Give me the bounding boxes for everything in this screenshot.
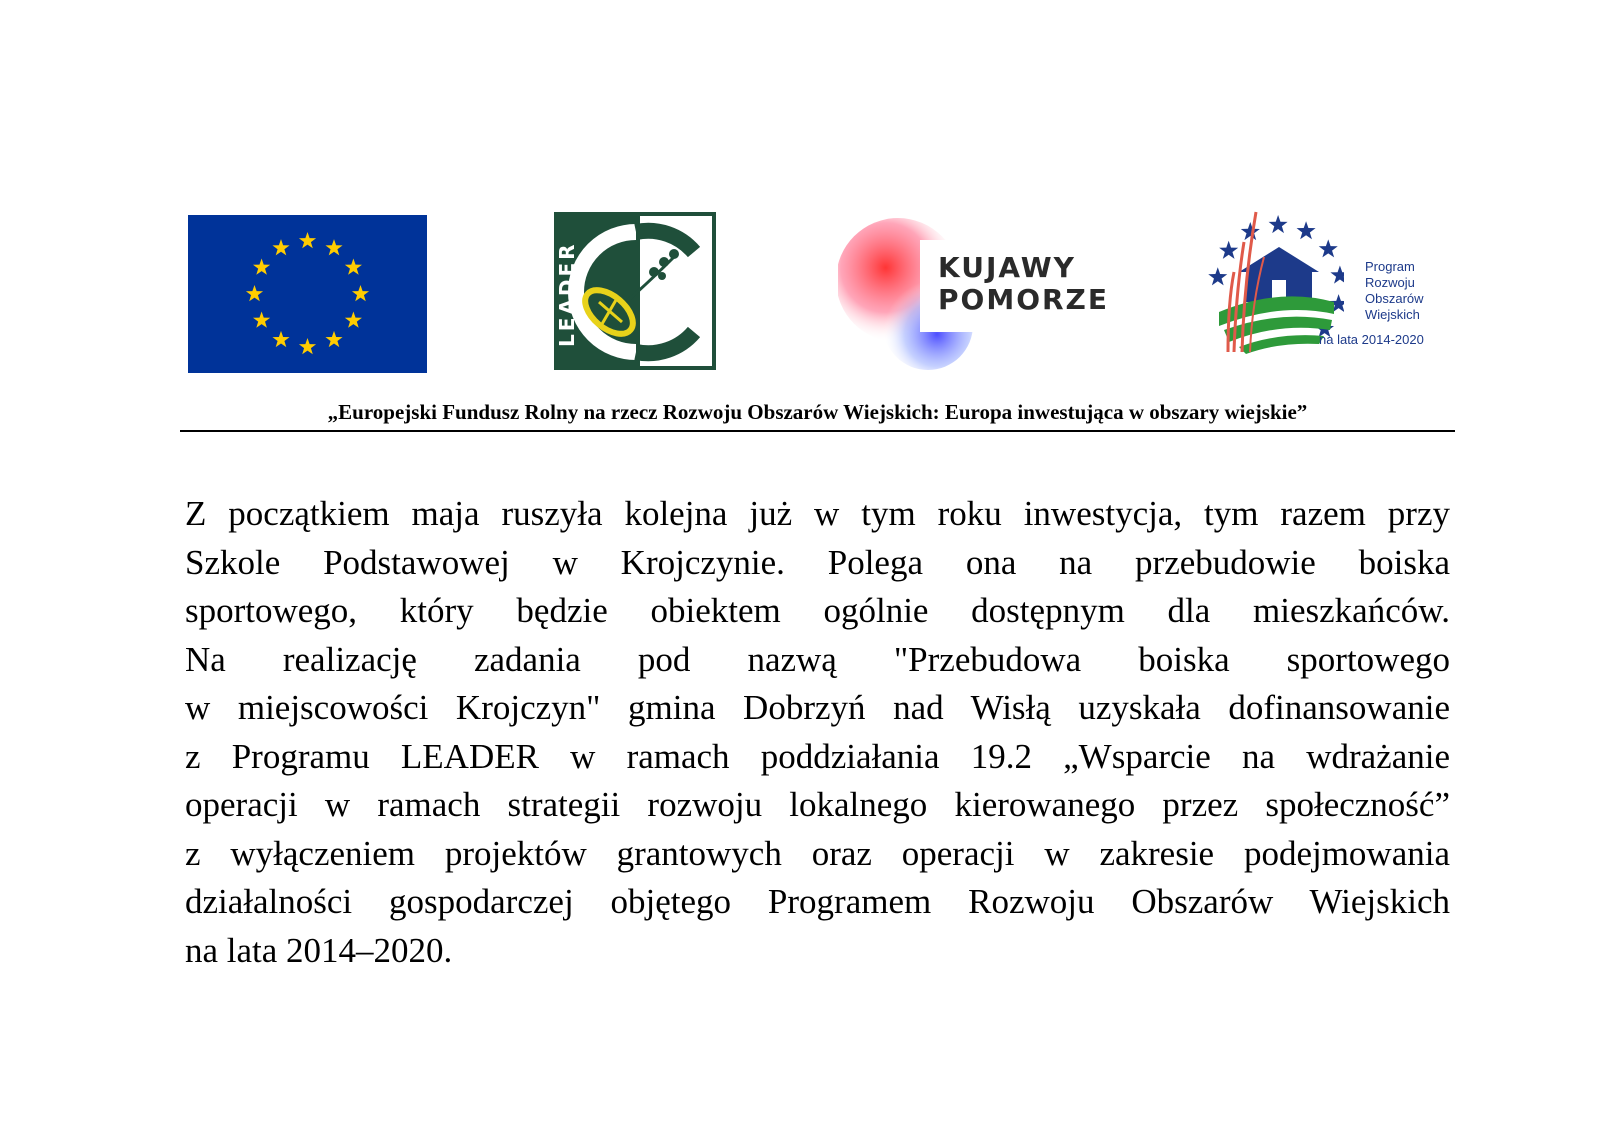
prow-years: na lata 2014-2020 xyxy=(1319,332,1424,347)
prow-star-icon xyxy=(1219,241,1238,259)
body-line: z Programu LEADER w ramach poddziałania 19.2 „Wsparcie na wdrażanie xyxy=(185,736,1450,776)
leader-label: LEADER xyxy=(555,241,579,347)
body-line: na lata 2014–2020. xyxy=(185,930,453,970)
prow-line-rozwoju: Rozwoju xyxy=(1365,275,1415,290)
prow-star-icon xyxy=(1319,239,1338,257)
body-line: Z początkiem maja ruszyła kolejna już w tym roku inwestycja, tym razem przy xyxy=(185,494,1450,533)
divider-rule xyxy=(180,430,1455,432)
motto-heading: „Europejski Fundusz Rolny na rzecz Rozwoju Obszarów Wiejskich: Europa inwestująca w obszary wiejskie” xyxy=(327,400,1308,424)
prow-star-icon xyxy=(1208,267,1227,285)
kujawy-pomorze-logo xyxy=(838,210,1109,370)
body-line: działalności gospodarczej objętego Programem Rozwoju Obszarów Wiejskich xyxy=(185,882,1450,921)
eu-flag-logo xyxy=(188,215,427,373)
prow-star-icon xyxy=(1297,221,1316,239)
prow-line-wiejskich: Wiejskich xyxy=(1365,307,1420,322)
prow-star-icon xyxy=(1330,266,1344,284)
prow-star-icon xyxy=(1241,222,1260,240)
leader-logo xyxy=(554,212,716,370)
logo-row xyxy=(0,200,1621,370)
leader-icon xyxy=(554,212,716,370)
body-line: operacji w ramach strategii rozwoju lokalnego kierowanego przez społeczność” xyxy=(185,785,1450,824)
body-line: sportowego, który będzie obiektem ogólnie dostępnym dla mieszkańców. xyxy=(185,591,1450,630)
body-line: w miejscowości Krojczyn" gmina Dobrzyń nad Wisłą uzyskała dofinansowanie xyxy=(185,688,1450,727)
body-paragraph xyxy=(185,490,1450,975)
kujawy-label: KUJAWY xyxy=(938,251,1076,284)
body-line: Na realizację zadania pod nazwą "Przebudowa boiska sportowego xyxy=(185,639,1450,679)
body-line: Szkole Podstawowej w Krojczynie. Polega ona na przebudowie boiska xyxy=(185,542,1450,582)
kujawy-pomorze-text xyxy=(938,252,1109,316)
prow-text xyxy=(1365,259,1424,323)
pomorze-label: POMORZE xyxy=(938,283,1109,316)
body-line: z wyłączeniem projektów grantowych oraz operacji w zakresie podejmowania xyxy=(185,833,1450,873)
eu-flag-icon xyxy=(188,215,427,373)
prow-line-program: Program xyxy=(1365,259,1415,274)
prow-line-obszarow: Obszarów xyxy=(1365,291,1424,306)
prow-star-icon xyxy=(1269,215,1288,233)
prow-logo xyxy=(1184,202,1444,362)
